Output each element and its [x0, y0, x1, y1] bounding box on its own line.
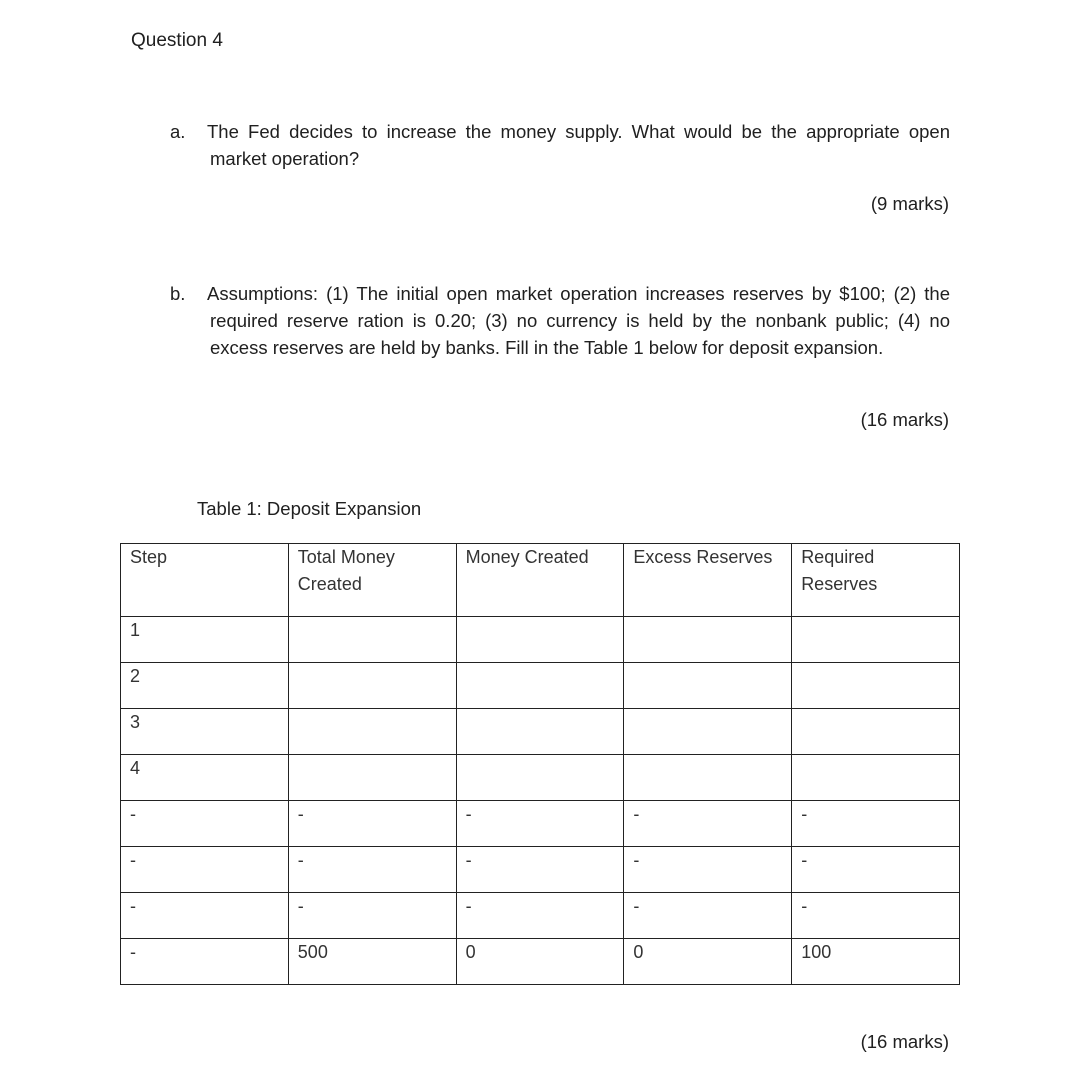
table-caption: Table 1: Deposit Expansion — [197, 498, 422, 519]
table-cell: - — [121, 893, 289, 939]
table-cell: 0 — [624, 939, 792, 985]
table-row — [121, 663, 960, 709]
table-cell: 4 — [121, 755, 289, 801]
table-cell: 0 — [456, 939, 624, 985]
table-row — [121, 755, 960, 801]
table-cell: 500 — [288, 939, 456, 985]
table-cell: 2 — [121, 663, 289, 709]
table-cell: - — [288, 893, 456, 939]
table-cell: - — [792, 847, 960, 893]
table-cell: - — [624, 847, 792, 893]
footer-marks: (16 marks) — [860, 1031, 949, 1052]
header-total-money-created: Total Money Created — [288, 544, 456, 617]
header-money-created: Money Created — [456, 544, 624, 617]
table-header-row — [121, 544, 960, 617]
part-b-text: Assumptions: (1) The initial open market operation increases reserves by $100; (2) the required reserve ration is 0.20; (3) no currency is held by the nonbank public; (4) no excess reserves are held by banks. Fill in the Table 1 below for deposit expansion. — [207, 283, 950, 358]
table-cell — [456, 755, 624, 801]
table-cell: - — [456, 847, 624, 893]
table-row — [121, 893, 960, 939]
table-cell — [456, 709, 624, 755]
table-cell — [792, 755, 960, 801]
table-row — [121, 847, 960, 893]
table-cell: - — [456, 893, 624, 939]
table-cell: - — [288, 847, 456, 893]
table-cell: - — [792, 893, 960, 939]
question-part-a — [170, 118, 950, 172]
part-b-marks: (16 marks) — [860, 409, 949, 430]
table-cell: 100 — [792, 939, 960, 985]
table-cell — [624, 755, 792, 801]
table-cell: - — [456, 801, 624, 847]
table-cell — [792, 709, 960, 755]
part-a-text: The Fed decides to increase the money supply. What would be the appropriate open market operation? — [207, 121, 950, 169]
table-cell — [456, 663, 624, 709]
table-cell — [624, 617, 792, 663]
table-cell: - — [121, 801, 289, 847]
table-cell: 1 — [121, 617, 289, 663]
header-required-reserves: Required Reserves — [792, 544, 960, 617]
table-cell — [792, 617, 960, 663]
table-row — [121, 939, 960, 985]
table-row — [121, 801, 960, 847]
header-step: Step — [121, 544, 289, 617]
table-cell: - — [624, 893, 792, 939]
table-cell — [624, 663, 792, 709]
table-cell: - — [792, 801, 960, 847]
table-cell — [792, 663, 960, 709]
table-cell — [288, 755, 456, 801]
question-part-b — [170, 280, 950, 361]
table-cell: - — [288, 801, 456, 847]
table-cell — [624, 709, 792, 755]
table-row — [121, 617, 960, 663]
table-cell — [288, 663, 456, 709]
table-cell — [456, 617, 624, 663]
part-a-marks: (9 marks) — [870, 193, 949, 214]
table-cell: 3 — [121, 709, 289, 755]
part-a-letter: a. — [170, 121, 186, 142]
table-cell — [288, 709, 456, 755]
table-cell: - — [121, 939, 289, 985]
table-cell: - — [121, 847, 289, 893]
part-b-letter: b. — [170, 283, 186, 304]
table-cell: - — [624, 801, 792, 847]
question-title: Question 4 — [131, 30, 223, 51]
table-cell — [288, 617, 456, 663]
deposit-expansion-table — [120, 543, 960, 985]
table-row — [121, 709, 960, 755]
header-excess-reserves: Excess Reserves — [624, 544, 792, 617]
